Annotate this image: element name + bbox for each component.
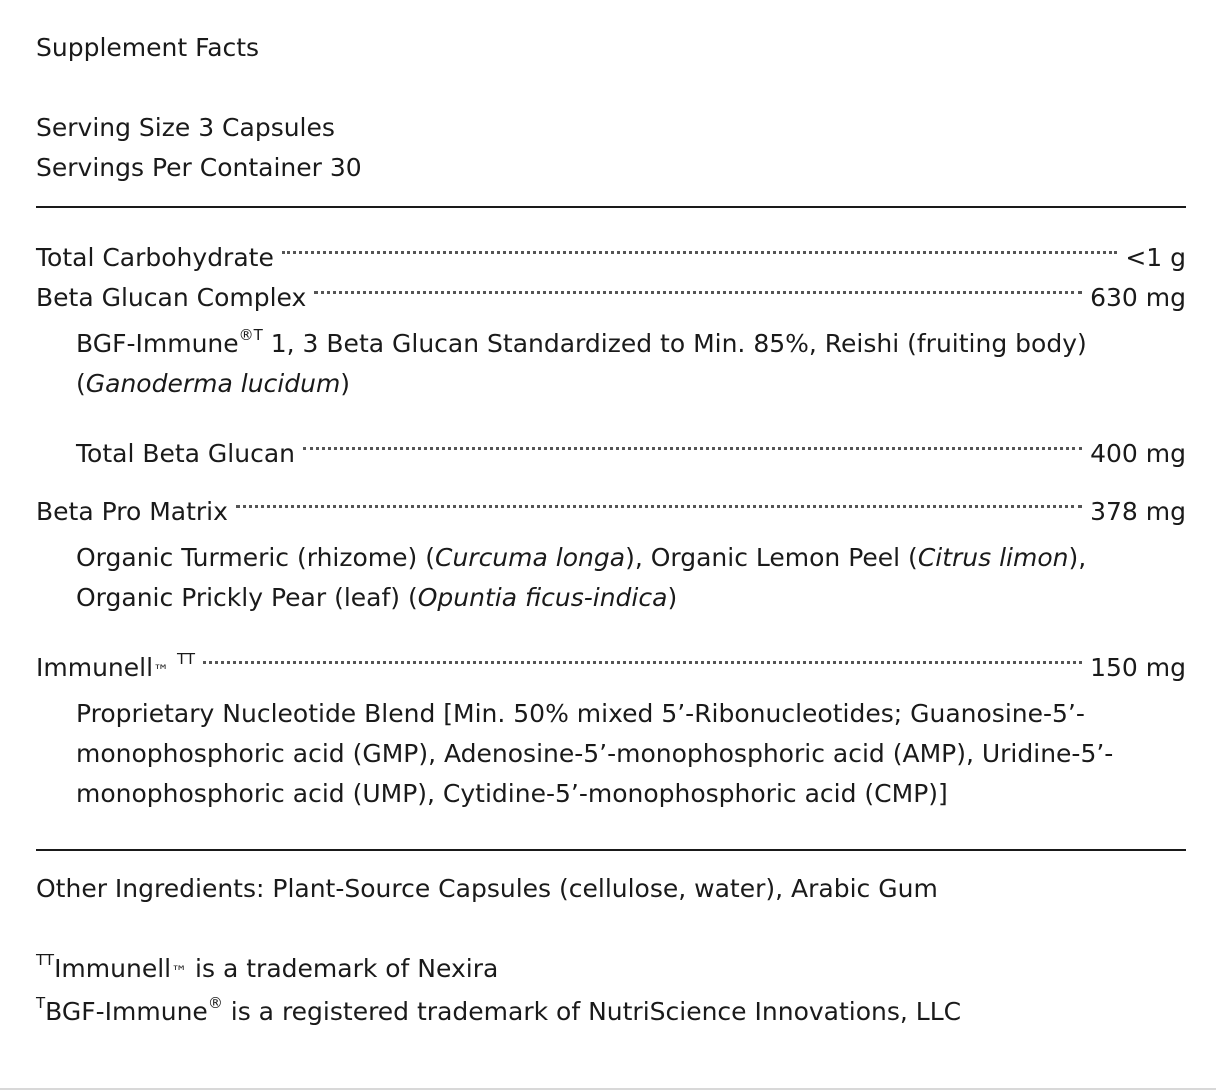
desc-line: Proprietary Nucleotide Blend [Min. 50% mixed 5’-Ribonucleotides; Guanosine-5’- <box>76 699 1085 728</box>
trademark-symbol: ™ <box>153 661 170 680</box>
footnote-immunell <box>36 949 1186 992</box>
row-name: Beta Glucan Complex <box>36 283 307 312</box>
dot-leader <box>282 226 1117 266</box>
latin-name: Ganoderma lucidum <box>85 369 341 398</box>
footnote-text: is a trademark of Nexira <box>187 954 499 983</box>
serving-size: Serving Size 3 Capsules <box>36 113 335 142</box>
row-name-text: Immunell <box>36 653 154 682</box>
row-amount: 400 mg <box>1090 439 1186 468</box>
beta-pro-description <box>36 538 1186 618</box>
other-ingredients: Other Ingredients: Plant-Source Capsules (cellulose, water), Arabic Gum <box>36 874 938 903</box>
desc-text: ) <box>340 369 351 398</box>
title-spacer <box>36 68 1186 108</box>
dot-leader <box>314 266 1082 306</box>
desc-text: Organic Turmeric (rhizome) ( <box>76 543 435 572</box>
row-name: Total Beta Glucan <box>76 439 296 468</box>
desc-text: ), Organic Prickly Pear (leaf) ( <box>76 543 1087 612</box>
latin-name: Opuntia ficus-indica <box>417 583 668 612</box>
row-amount: <1 g <box>1125 243 1186 272</box>
panel-title: Supplement Facts <box>36 33 260 62</box>
row-name <box>36 648 203 691</box>
row-total-carbohydrate <box>36 226 1186 272</box>
dot-leader <box>236 480 1082 520</box>
row-beta-pro-matrix <box>36 480 1186 526</box>
row-amount: 378 mg <box>1090 497 1186 526</box>
dot-leader <box>203 636 1082 676</box>
footnote-spacer <box>36 909 1186 949</box>
registered-symbol: ® <box>207 994 223 1012</box>
top-divider <box>36 206 1186 208</box>
supplement-facts-panel <box>36 28 1186 1032</box>
footnote-superscript: TT <box>36 951 55 969</box>
desc-text: BGF-Immune <box>76 329 239 358</box>
servings-per-container: Servings Per Container 30 <box>36 153 362 182</box>
row-superscript: TT <box>177 650 196 668</box>
row-name: Beta Pro Matrix <box>36 497 228 526</box>
footnote-bgf <box>36 992 1186 1032</box>
footnote-text: Immunell <box>54 954 172 983</box>
desc-superscript: ®T <box>238 326 263 344</box>
nucleotide-description <box>36 694 1186 814</box>
row-amount: 150 mg <box>1090 653 1186 682</box>
row-amount: 630 mg <box>1090 283 1186 312</box>
trademark-symbol: ™ <box>171 962 188 981</box>
bottom-divider <box>36 849 1186 851</box>
desc-line: monophosphoric acid (GMP), Adenosine-5’-monophosphoric acid (AMP), Uridine-5’- <box>76 739 1114 768</box>
row-immunell <box>36 636 1186 682</box>
row-name: Total Carbohydrate <box>36 243 274 272</box>
footnote-superscript: T <box>36 994 46 1012</box>
desc-line: monophosphoric acid (UMP), Cytidine-5’-monophosphoric acid (CMP)] <box>76 779 948 808</box>
desc-text: ) <box>667 583 678 612</box>
latin-name: Citrus limon <box>917 543 1069 572</box>
footnote-text: is a registered trademark of NutriScience Innovations, LLC <box>222 997 962 1026</box>
row-total-beta-glucan <box>36 422 1186 468</box>
latin-name: Curcuma longa <box>434 543 626 572</box>
dot-leader <box>303 422 1082 462</box>
desc-text: ), Organic Lemon Peel ( <box>625 543 918 572</box>
desc-text: 1, 3 Beta Glucan Standardized to Min. 85%, Reishi (fruiting body) ( <box>76 329 1087 398</box>
bgf-description <box>36 324 1186 404</box>
footnote-text: BGF-Immune <box>45 997 208 1026</box>
